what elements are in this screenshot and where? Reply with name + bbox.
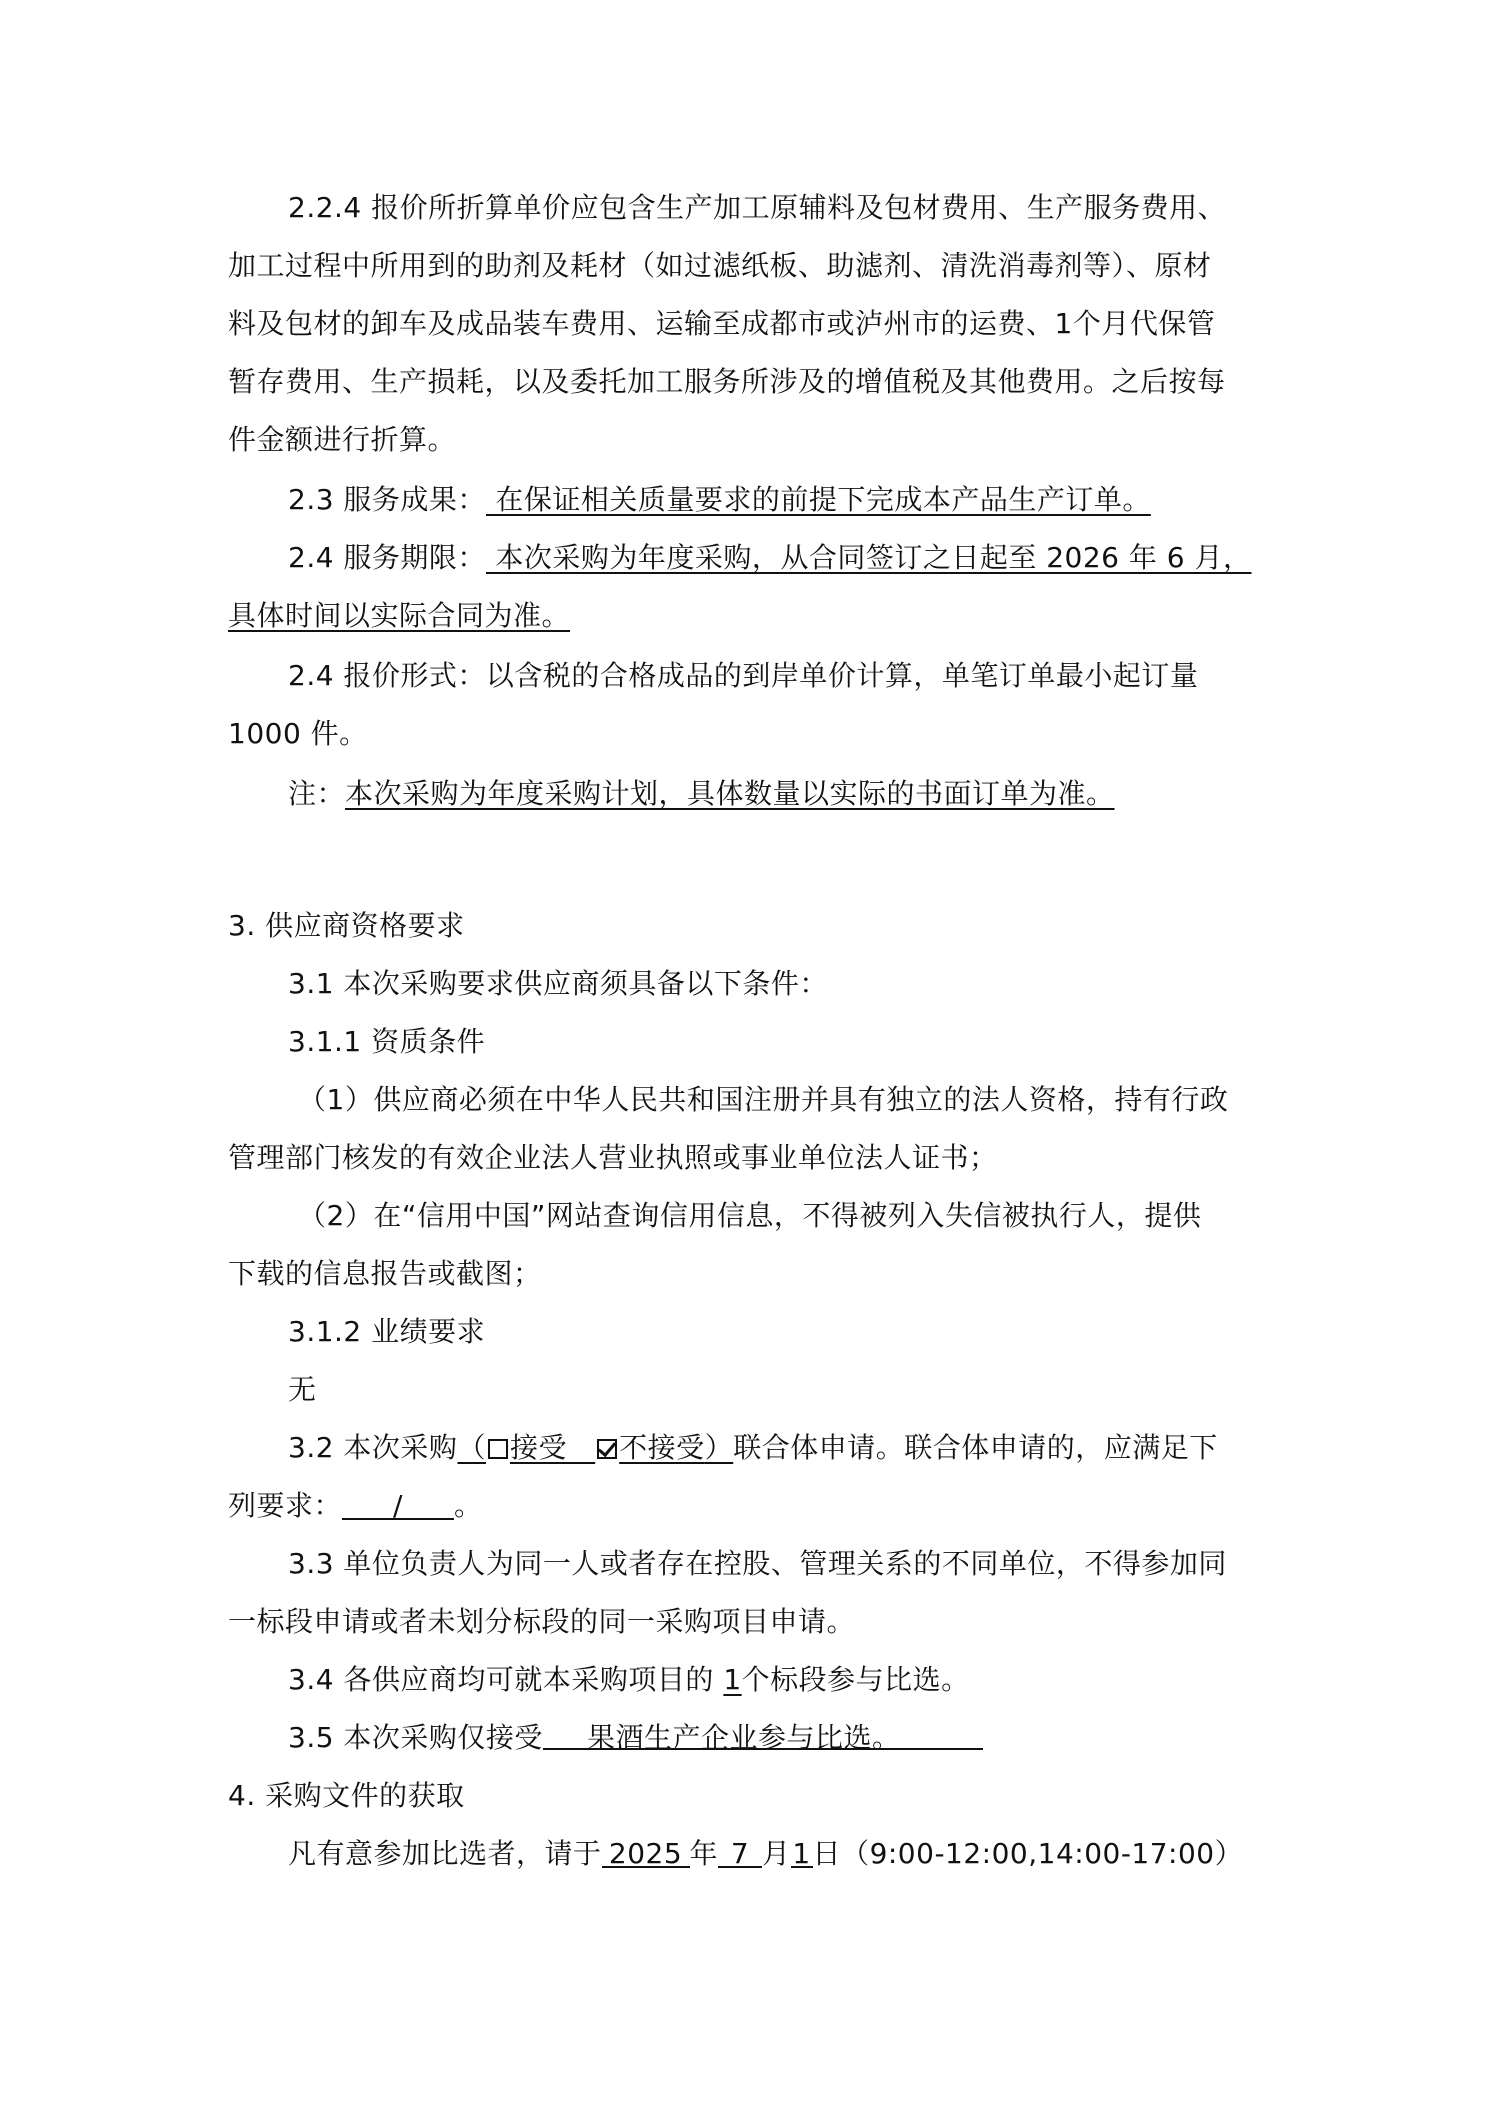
paragraph-3-3-line-2: 一标段申请或者未划分标段的同一采购项目申请。 <box>228 1605 856 1638</box>
note-label: 注： <box>288 777 346 810</box>
obtain-day: 1 <box>791 1834 813 1868</box>
accept-option-label: 接受 <box>509 1431 567 1464</box>
lot-prefix: 3.4 各供应商均可就本采购项目的 <box>288 1663 724 1696</box>
paragraph-2-3 <box>288 480 1151 520</box>
performance-requirement-value: 无 <box>288 1373 317 1406</box>
reject-option-label: 不接受 <box>619 1431 705 1464</box>
service-result-label: 2.3 服务成果： <box>288 483 486 516</box>
paragraph-3-2-line-1 <box>288 1428 1218 1468</box>
paragraph-2-2-4-line-2: 加工过程中所用到的助剂及耗材（如过滤纸板、助滤剂、清洗消毒剂等）、原材 <box>228 249 1212 282</box>
paragraph-2-4-quote-line-1: 2.4 报价形式：以含税的合格成品的到岸单价计算，单笔订单最小起订量 <box>288 659 1199 692</box>
paragraph-3-3-line-1: 3.3 单位负责人为同一人或者存在控股、管理关系的不同单位，不得参加同 <box>288 1547 1227 1580</box>
service-period-value-cont: 具体时间以实际合同为准。 <box>228 599 571 632</box>
obtain-hours: （9:00-12:00,14:00-17:00） <box>841 1837 1244 1870</box>
accept-only-prefix: 3.5 本次采购仅接受 <box>288 1721 543 1754</box>
close-paren: ） <box>704 1431 734 1464</box>
lot-suffix: 个标段参与比选。 <box>741 1663 970 1696</box>
paragraph-3-5 <box>288 1718 983 1758</box>
joint-venture-suffix: 联合体申请。联合体申请的，应满足下 <box>733 1431 1218 1464</box>
obtain-year: 2025 <box>602 1834 690 1868</box>
paragraph-3-4 <box>288 1660 970 1700</box>
requirements-suffix: 。 <box>454 1489 483 1522</box>
open-paren: （ <box>457 1431 486 1464</box>
service-period-value: 本次采购为年度采购，从合同签订之日起至 2026 年 6 月， <box>485 541 1252 574</box>
month-unit: 月 <box>762 1837 791 1870</box>
requirements-prefix: 列要求： <box>228 1489 343 1522</box>
paragraph-2-4-quote-line-2: 1000 件。 <box>228 717 368 750</box>
item-1-line-2: 管理部门核发的有效企业法人营业执照或事业单位法人证书； <box>228 1141 998 1174</box>
paragraph-3-1-2: 3.1.2 业绩要求 <box>288 1315 486 1348</box>
paragraph-2-4-period-line-1 <box>288 538 1252 578</box>
section-3-heading: 3. 供应商资格要求 <box>228 909 465 942</box>
joint-venture-prefix: 3.2 本次采购 <box>288 1431 458 1464</box>
paragraph-3-2-line-2 <box>228 1486 483 1526</box>
paragraph-3-1: 3.1 本次采购要求供应商须具备以下条件： <box>288 967 828 1000</box>
joint-venture-options <box>457 1431 733 1464</box>
day-unit: 日 <box>812 1837 842 1870</box>
paragraph-3-1-1: 3.1.1 资质条件 <box>288 1025 486 1058</box>
service-period-label: 2.4 服务期限： <box>288 541 486 574</box>
paragraph-4-line-1 <box>288 1834 1243 1874</box>
paragraph-2-2-4-line-4: 暂存费用、生产损耗，以及委托加工服务所涉及的增值税及其他费用。之后按每 <box>228 365 1226 398</box>
year-unit: 年 <box>689 1837 719 1870</box>
obtain-month: 7 <box>718 1834 762 1868</box>
section-4-heading: 4. 采购文件的获取 <box>228 1779 465 1812</box>
item-1-line-1: （1）供应商必须在中华人民共和国注册并具有独立的法人资格，持有行政 <box>298 1083 1229 1116</box>
requirements-blank: / <box>342 1486 454 1520</box>
item-2-line-2: 下载的信息报告或截图； <box>228 1257 542 1290</box>
reject-checkbox[interactable] <box>597 1439 617 1459</box>
note-paragraph <box>288 774 1115 814</box>
item-2-line-1: （2）在“信用中国”网站查询信用信息，不得被列入失信被执行人，提供 <box>298 1199 1202 1232</box>
paragraph-2-2-4-line-5: 件金额进行折算。 <box>228 423 457 456</box>
lot-count: 1 <box>723 1663 742 1696</box>
accept-checkbox[interactable] <box>488 1439 508 1459</box>
paragraph-2-2-4-line-1: 2.2.4 报价所折算单价应包含生产加工原辅料及包材费用、生产服务费用、 <box>288 191 1227 224</box>
paragraph-2-4-period-line-2 <box>228 596 570 636</box>
paragraph-2-2-4-line-3: 料及包材的卸车及成品装车费用、运输至成都市或泸州市的运费、1个月代保管 <box>228 307 1216 340</box>
note-value: 本次采购为年度采购计划，具体数量以实际的书面订单为准。 <box>345 777 1115 810</box>
obtain-prefix: 凡有意参加比选者，请于 <box>288 1837 602 1870</box>
service-result-value: 在保证相关质量要求的前提下完成本产品生产订单。 <box>485 483 1151 516</box>
accept-only-value: 果酒生产企业参与比选。 <box>543 1718 983 1750</box>
